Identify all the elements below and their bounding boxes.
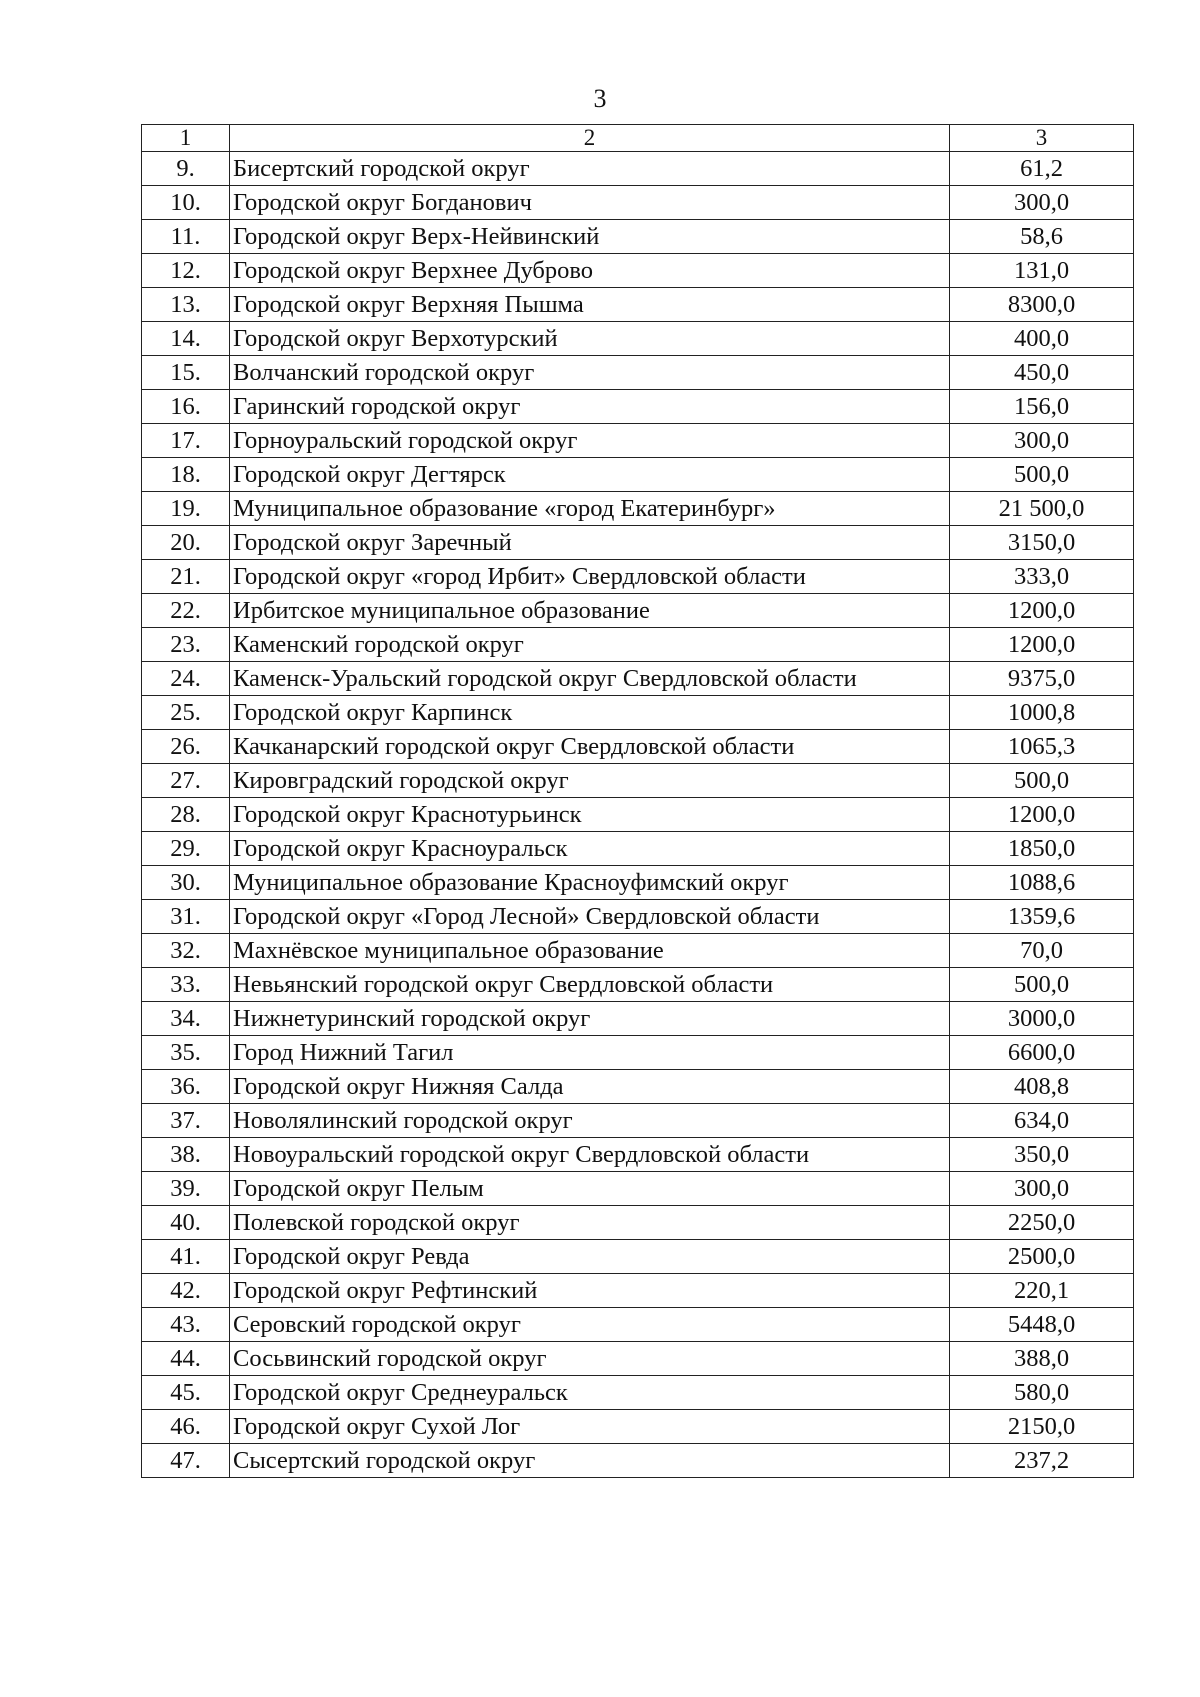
row-number: 13.	[142, 288, 230, 322]
amount-value: 1359,6	[950, 900, 1134, 934]
row-number: 20.	[142, 526, 230, 560]
municipality-name: Городской округ Среднеуральск	[230, 1376, 950, 1410]
row-number: 43.	[142, 1308, 230, 1342]
row-number: 33.	[142, 968, 230, 1002]
row-number: 38.	[142, 1138, 230, 1172]
amount-value: 70,0	[950, 934, 1134, 968]
table-row	[142, 254, 1134, 288]
amount-value: 1000,8	[950, 696, 1134, 730]
municipality-name: Городской округ Верхнее Дуброво	[230, 254, 950, 288]
amount-value: 8300,0	[950, 288, 1134, 322]
amount-value: 634,0	[950, 1104, 1134, 1138]
table-row	[142, 1138, 1134, 1172]
amount-value: 131,0	[950, 254, 1134, 288]
table-row	[142, 1444, 1134, 1478]
amount-value: 300,0	[950, 1172, 1134, 1206]
row-number: 42.	[142, 1274, 230, 1308]
municipality-name: Городской округ «город Ирбит» Свердловской области	[230, 560, 950, 594]
amount-value: 350,0	[950, 1138, 1134, 1172]
amount-value: 21 500,0	[950, 492, 1134, 526]
municipality-name: Муниципальное образование Красноуфимский округ	[230, 866, 950, 900]
page-number: 3	[593, 84, 607, 113]
row-number: 30.	[142, 866, 230, 900]
data-table	[141, 124, 1134, 1478]
table-row	[142, 1002, 1134, 1036]
row-number: 29.	[142, 832, 230, 866]
table-row	[142, 152, 1134, 186]
municipality-name: Городской округ Сухой Лог	[230, 1410, 950, 1444]
municipality-name: Нижнетуринский городской округ	[230, 1002, 950, 1036]
municipality-name: Городской округ Заречный	[230, 526, 950, 560]
row-number: 32.	[142, 934, 230, 968]
amount-value: 580,0	[950, 1376, 1134, 1410]
row-number: 18.	[142, 458, 230, 492]
table-row	[142, 1104, 1134, 1138]
table-row	[142, 1376, 1134, 1410]
table-row	[142, 1070, 1134, 1104]
amount-value: 6600,0	[950, 1036, 1134, 1070]
table-row	[142, 764, 1134, 798]
amount-value: 450,0	[950, 356, 1134, 390]
row-number: 41.	[142, 1240, 230, 1274]
row-number: 16.	[142, 390, 230, 424]
amount-value: 300,0	[950, 186, 1134, 220]
row-number: 11.	[142, 220, 230, 254]
row-number: 39.	[142, 1172, 230, 1206]
amount-value: 388,0	[950, 1342, 1134, 1376]
table-row	[142, 526, 1134, 560]
municipality-name: Сосьвинский городской округ	[230, 1342, 950, 1376]
table-row	[142, 288, 1134, 322]
row-number: 37.	[142, 1104, 230, 1138]
municipality-name: Горноуральский городской округ	[230, 424, 950, 458]
amount-value: 300,0	[950, 424, 1134, 458]
amount-value: 333,0	[950, 560, 1134, 594]
row-number: 17.	[142, 424, 230, 458]
amount-value: 1200,0	[950, 628, 1134, 662]
table-row	[142, 866, 1134, 900]
row-number: 9.	[142, 152, 230, 186]
amount-value: 61,2	[950, 152, 1134, 186]
row-number: 19.	[142, 492, 230, 526]
municipality-name: Городской округ Верхняя Пышма	[230, 288, 950, 322]
municipality-name: Городской округ Пелым	[230, 1172, 950, 1206]
header-col-number: 1	[142, 125, 230, 152]
municipality-name: Сысертский городской округ	[230, 1444, 950, 1478]
table-row	[142, 662, 1134, 696]
row-number: 27.	[142, 764, 230, 798]
table-row	[142, 628, 1134, 662]
table-row	[142, 1410, 1134, 1444]
row-number: 31.	[142, 900, 230, 934]
table-row	[142, 1274, 1134, 1308]
municipality-name: Город Нижний Тагил	[230, 1036, 950, 1070]
amount-value: 1088,6	[950, 866, 1134, 900]
amount-value: 9375,0	[950, 662, 1134, 696]
amount-value: 1200,0	[950, 798, 1134, 832]
table-row	[142, 798, 1134, 832]
amount-value: 500,0	[950, 764, 1134, 798]
municipality-name: Каменск-Уральский городской округ Свердловской области	[230, 662, 950, 696]
municipality-name: Полевской городской округ	[230, 1206, 950, 1240]
table-row	[142, 560, 1134, 594]
row-number: 34.	[142, 1002, 230, 1036]
municipality-name: Бисертский городской округ	[230, 152, 950, 186]
municipality-name: Ирбитское муниципальное образование	[230, 594, 950, 628]
municipality-name: Новоуральский городской округ Свердловской области	[230, 1138, 950, 1172]
table-row	[142, 390, 1134, 424]
row-number: 45.	[142, 1376, 230, 1410]
municipality-name: Махнёвское муниципальное образование	[230, 934, 950, 968]
amount-value: 2150,0	[950, 1410, 1134, 1444]
municipality-name: Новолялинский городской округ	[230, 1104, 950, 1138]
amount-value: 408,8	[950, 1070, 1134, 1104]
header-col-value: 3	[950, 125, 1134, 152]
table-row	[142, 1172, 1134, 1206]
row-number: 25.	[142, 696, 230, 730]
municipality-name: Волчанский городской округ	[230, 356, 950, 390]
table-row	[142, 1342, 1134, 1376]
municipality-name: Городской округ «Город Лесной» Свердловской области	[230, 900, 950, 934]
row-number: 10.	[142, 186, 230, 220]
amount-value: 3150,0	[950, 526, 1134, 560]
amount-value: 1200,0	[950, 594, 1134, 628]
municipality-name: Гаринский городской округ	[230, 390, 950, 424]
table-row	[142, 1308, 1134, 1342]
municipality-name: Невьянский городской округ Свердловской области	[230, 968, 950, 1002]
municipality-name: Городской округ Богданович	[230, 186, 950, 220]
municipality-name: Городской округ Верх-Нейвинский	[230, 220, 950, 254]
row-number: 12.	[142, 254, 230, 288]
table-row	[142, 1036, 1134, 1070]
amount-value: 220,1	[950, 1274, 1134, 1308]
table-row	[142, 934, 1134, 968]
table-row	[142, 594, 1134, 628]
row-number: 44.	[142, 1342, 230, 1376]
row-number: 14.	[142, 322, 230, 356]
municipality-name: Городской округ Рефтинский	[230, 1274, 950, 1308]
row-number: 26.	[142, 730, 230, 764]
row-number: 23.	[142, 628, 230, 662]
table-row	[142, 1206, 1134, 1240]
table-row	[142, 492, 1134, 526]
municipality-name: Городской округ Краснотурьинск	[230, 798, 950, 832]
municipality-name: Городской округ Дегтярск	[230, 458, 950, 492]
row-number: 24.	[142, 662, 230, 696]
amount-value: 1065,3	[950, 730, 1134, 764]
table-row	[142, 220, 1134, 254]
municipality-name: Качканарский городской округ Свердловской области	[230, 730, 950, 764]
amount-value: 1850,0	[950, 832, 1134, 866]
table-row	[142, 356, 1134, 390]
row-number: 46.	[142, 1410, 230, 1444]
amount-value: 400,0	[950, 322, 1134, 356]
amount-value: 500,0	[950, 458, 1134, 492]
row-number: 36.	[142, 1070, 230, 1104]
row-number: 22.	[142, 594, 230, 628]
table-row	[142, 900, 1134, 934]
table-body	[142, 152, 1134, 1478]
table-row	[142, 424, 1134, 458]
row-number: 21.	[142, 560, 230, 594]
municipality-name: Каменский городской округ	[230, 628, 950, 662]
amount-value: 2250,0	[950, 1206, 1134, 1240]
table-row	[142, 1240, 1134, 1274]
municipality-name: Городской округ Красноуральск	[230, 832, 950, 866]
amount-value: 58,6	[950, 220, 1134, 254]
municipality-name: Городской округ Верхотурский	[230, 322, 950, 356]
table-row	[142, 832, 1134, 866]
table-row	[142, 968, 1134, 1002]
table-row	[142, 696, 1134, 730]
municipality-name: Городской округ Карпинск	[230, 696, 950, 730]
row-number: 15.	[142, 356, 230, 390]
header-col-name: 2	[230, 125, 950, 152]
amount-value: 5448,0	[950, 1308, 1134, 1342]
row-number: 47.	[142, 1444, 230, 1478]
amount-value: 237,2	[950, 1444, 1134, 1478]
row-number: 35.	[142, 1036, 230, 1070]
municipality-name: Городской округ Ревда	[230, 1240, 950, 1274]
amount-value: 3000,0	[950, 1002, 1134, 1036]
municipality-name: Серовский городской округ	[230, 1308, 950, 1342]
amount-value: 500,0	[950, 968, 1134, 1002]
table-header-row	[142, 125, 1134, 152]
municipality-name: Кировградский городской округ	[230, 764, 950, 798]
amount-value: 156,0	[950, 390, 1134, 424]
amount-value: 2500,0	[950, 1240, 1134, 1274]
row-number: 28.	[142, 798, 230, 832]
table-row	[142, 458, 1134, 492]
table-row	[142, 730, 1134, 764]
table-row	[142, 322, 1134, 356]
municipality-name: Городской округ Нижняя Салда	[230, 1070, 950, 1104]
table-row	[142, 186, 1134, 220]
row-number: 40.	[142, 1206, 230, 1240]
municipality-name: Муниципальное образование «город Екатеринбург»	[230, 492, 950, 526]
